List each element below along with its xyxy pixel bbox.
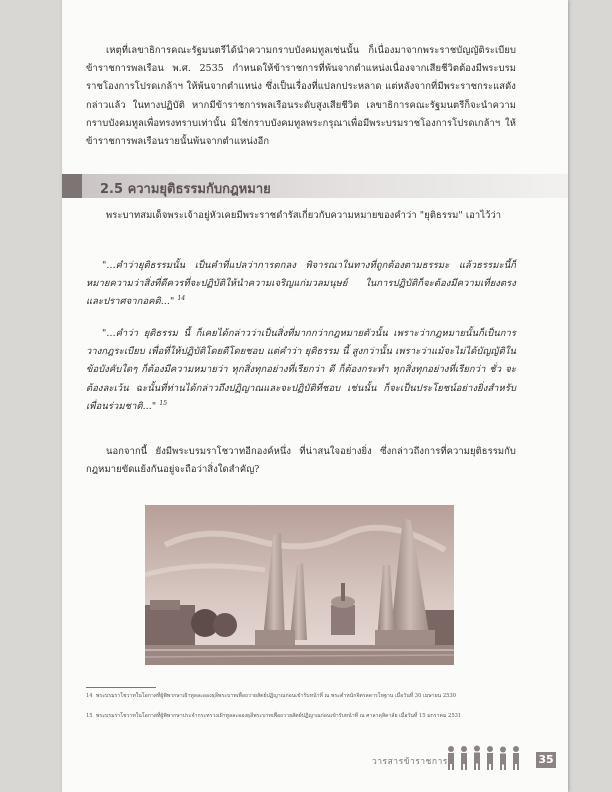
- quote-2-text: "...คำว่า ยุติธรรม นี้ ก็เคยได้กล่าวว่าเป็นสิ่งที่มากกว่ากฎหมายตัวนั้น เพราะว่ากฎหมายนั้นก็เป็นการวางกฎระเบียบ เพื่อที่ให้ปฏิบัติโดยดีโดยชอบ แต่คำว่า ยุติธรรม นี้ สูงกว่านั้น เพราะว่าแม้จะไม่ได้บัญญัติในข้อบังคับใดๆ ก็ต้องมีความหมายว่า ทุกสิ่งทุกอย่างที่เรียกว่า ดี ก็ต้องกระทำ ทุกสิ่งทุกอย่างที่เรียกว่า ชั่ว จะต้องละเว้น ฉะนั้นที่ท่านได้กล่าวถึงปฏิญาณและจะปฏิบัติที่ชอบ เช่นนั้น ก็จะเป็นประโยชน์อย่างยิ่งสำหรับเพื่อนร่วมชาติ...": [86, 328, 516, 412]
- section-heading: [100, 178, 271, 199]
- quote-paragraph-2: [86, 325, 516, 416]
- footnote-ref-15: 15: [159, 399, 168, 407]
- footnote-number: 14: [86, 693, 93, 699]
- footnote-15: [86, 712, 516, 721]
- footnote-14: [86, 692, 516, 701]
- page-number: 35: [536, 752, 556, 768]
- footnote-ref-14: 14: [177, 295, 186, 303]
- section-title: ความยุติธรรมกับกฎหมาย: [127, 182, 271, 197]
- people-silhouettes-logo: [445, 745, 535, 775]
- journal-title: วารสารข้าราชการ: [372, 757, 448, 767]
- footnote-text: พระบรมราโชวาทในโอกาสที่ผู้พิพากษาเฝ้าทูลละอองธุลีพระบาทเพื่อถวายสัตย์ปฏิญาณก่อนเข้ารับหน้าที่ ณ พระตำหนักจิตรลดารโหฐาน เมื่อวันที่ 30 เมษายน 2530: [96, 693, 457, 699]
- section-number: 2.5: [100, 182, 124, 197]
- footnote-divider: [86, 687, 156, 688]
- democracy-monument-photo: [145, 505, 454, 665]
- intro-paragraph: เหตุที่เลขาธิการคณะรัฐมนตรีได้นำความกราบบังคมทูลเช่นนั้น ก็เนื่องมาจากพระราชบัญญัติระเบียบข้าราชการพลเรือน พ.ศ. 2535 กำหนดให้ข้าราชการที่พ้นจากตำแหน่งเนื่องจากเสียชีวิตต้องมีพระบรมราชโองการโปรดเกล้าฯ ให้พ้นจากตำแหน่ง ซึ่งเป็นเรื่องที่แปลกประหลาด แต่หลังจากที่มีพระราชกระแสดังกล่าวแล้ว ในทางปฏิบัติ หากมีข้าราชการพลเรือนระดับสูงเสียชีวิต เลขาธิการคณะรัฐมนตรีก็จะนำความกราบบังคมทูลเพื่อทรงทราบเท่านั้น มิใช่กราบบังคมทูลพระกรุณาเพื่อมีพระบรมราชโองการโปรดเกล้าฯ ให้ข้าราชการพลเรือนรายนั้นพ้นจากตำแหน่งอีก: [86, 45, 516, 148]
- footnote-number: 15: [86, 713, 93, 719]
- quote-paragraph-1: [86, 257, 516, 312]
- footnote-text: พระบรมราโชวาทในโอกาสที่ผู้พิพากษาประจำกระทรวงเฝ้าทูลละอองธุลีพระบาทเพื่อถวายสัตย์ปฏิญาณก่อนเข้ารับหน้าที่ ณ ศาลาดุสิดาลัย เมื่อวันที่ 15 มกราคม 2531: [96, 713, 462, 719]
- section-intro-paragraph: พระบาทสมเด็จพระเจ้าอยู่หัวเคยมีพระราชดำรัสเกี่ยวกับความหมายของคำว่า "ยุติธรรม" เอาไว้ว่า: [106, 210, 502, 221]
- section-header-tab: [62, 174, 82, 198]
- closing-paragraph: นอกจากนี้ ยังมีพระบรมราโชวาทอีกองค์หนึ่ง ที่น่าสนใจอย่างยิ่ง ซึ่งกล่าวถึงการที่ความยุติธรรมกับกฎหมายขัดแย้งกันอยู่จะถือว่าสิ่งใดสำคัญ?: [86, 446, 516, 476]
- quote-1-text: "...คำว่ายุติธรรมนั้น เป็นคำที่แปลว่าการตกลง พิจารณาในทางที่ถูกต้องตามธรรมะ แล้วธรรมะนี้ก็หมายความว่าสิ่งที่ดีควรที่จะปฏิบัติให้นำความเจริญแก่มวลมนุษย์ ในการปฏิบัติก็จะต้องมีความเที่ยงตรง และปราศจากอคติ...": [86, 260, 516, 308]
